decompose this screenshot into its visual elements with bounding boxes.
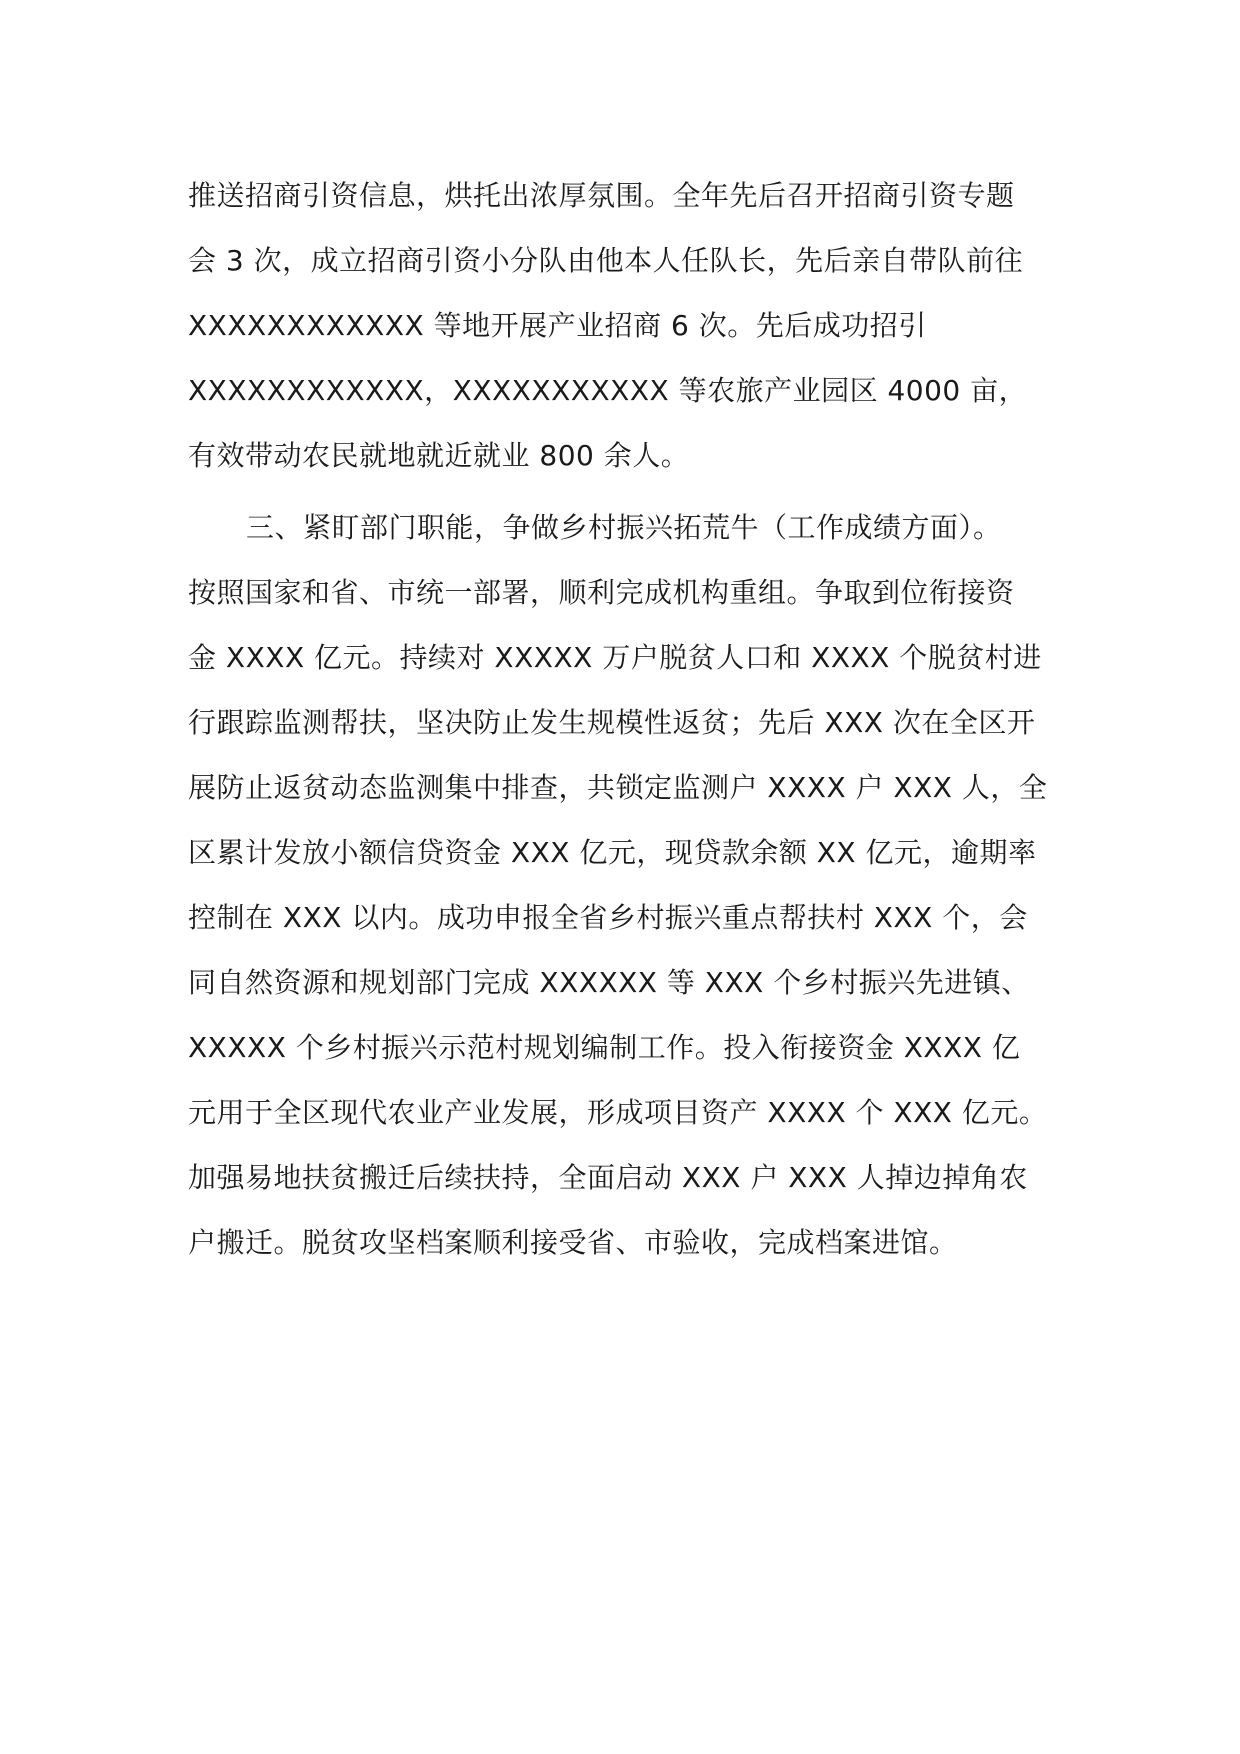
text-line: 加强易地扶贫搬迁后续扶持，全面启动 XXX 户 XXX 人掉边掉角农 — [188, 1161, 1028, 1194]
text-line: 控制在 XXX 以内。成功申报全省乡村振兴重点帮扶村 XXX 个，会 — [188, 901, 1028, 934]
text-line: 行跟踪监测帮扶，坚决防止发生规模性返贫；先后 XXX 次在全区开 — [188, 706, 1036, 739]
text-line: 同自然资源和规划部门完成 XXXXXX 等 XXX 个乡村振兴先进镇、 — [188, 966, 1030, 999]
paragraph-rural-revitalization — [188, 495, 1068, 1275]
text-line: 金 XXXX 亿元。持续对 XXXXX 万户脱贫人口和 XXXX 个脱贫村进 — [188, 641, 1042, 674]
text-line: 户搬迁。脱贫攻坚档案顺利接受省、市验收，完成档案进馆。 — [188, 1226, 958, 1259]
text-line: 有效带动农民就地就近就业 800 余人。 — [188, 439, 690, 472]
section-heading: 三、紧盯部门职能，争做乡村振兴拓荒牛（工作成绩方面）。 — [246, 511, 1002, 544]
text-line: 区累计发放小额信贷资金 XXX 亿元，现贷款余额 XX 亿元，逾期率 — [188, 836, 1037, 869]
text-line: XXXXXXXXXXXX，XXXXXXXXXXX 等农旅产业园区 4000 亩， — [188, 374, 1028, 407]
text-line: 推送招商引资信息，烘托出浓厚氛围。全年先后召开招商引资专题 — [188, 179, 1015, 212]
paragraph-investment — [188, 163, 1068, 488]
text-line: 按照国家和省、市统一部署，顺利完成机构重组。争取到位衔接资 — [188, 576, 1015, 609]
text-line: 元用于全区现代农业产业发展，形成项目资产 XXXX 个 XXX 亿元。 — [188, 1096, 1048, 1129]
text-line: XXXXXXXXXXXX 等地开展产业招商 6 次。先后成功招引 — [188, 309, 927, 342]
text-line: XXXXX 个乡村振兴示范村规划编制工作。投入衔接资金 XXXX 亿 — [188, 1031, 1021, 1064]
text-line: 展防止返贫动态监测集中排查，共锁定监测户 XXXX 户 XXX 人，全 — [188, 771, 1048, 804]
text-line: 会 3 次，成立招商引资小分队由他本人任队长，先后亲自带队前往 — [188, 244, 1024, 277]
